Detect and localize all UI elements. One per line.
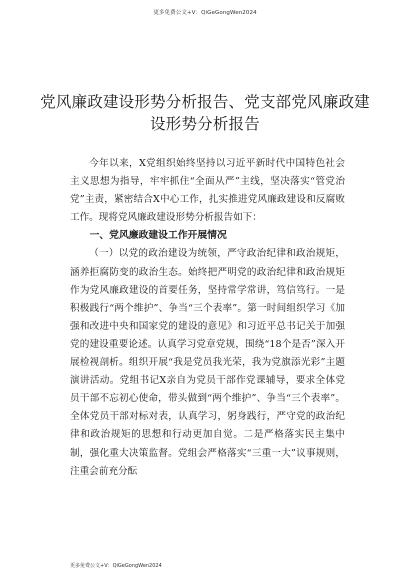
section-heading: 一、党风廉政建设工作开展情况 <box>89 230 227 242</box>
footer-watermark-note: 更多免费公文+V：QiGeGongWen2024 <box>70 563 162 569</box>
intro-paragraph: 今年以来，X党组织始终坚持以习近平新时代中国特色社会主义思想为指导，牢牢抓住“全面从严”主线，坚决落实“管党治党”主责，紧密结合X中心工作，扎实推进党风廉政建设和反腐败工作。现将党风廉政建设形势分析报告如下： <box>70 158 345 224</box>
document-title: 党风廉政建设形势分析报告、党支部党风廉政建设形势分析报告 <box>40 93 370 133</box>
body-paragraph: （一）以党的政治建设为统领，严守政治纪律和政治规矩，涵养拒腐防变的政治生态。始终把严明党的政治纪律和政治规矩作为党风廉政建设的首要任务，坚持常学常讲，笃信笃行。一是积极践行“两个维护”、争当“三个表率”。第一时间组织学习《加强和改进中央和国家党的建设的意见》和习近平总书记关于加强党的建设重要论述。认真学习党章党规，围绕“18个是否”深入开展检视剖析。组织开展“我是党员我光荣，我为党旗添光彩”主题演讲活动。党组书记X亲自为党员干部作党课辅导，要求全体党员干部不忘初心使命，带头做到“两个维护”、争当“三个表率”。全体党员干部对标对表，认真学习，躬身践行，严守党的政治纪律和政治规矩的思想和行动更加自觉。二是严格落实民主集中制，强化重大决策监督。党组会严格落实“三重一大”议事规则，注重会前充分酝 <box>70 248 345 477</box>
document-body <box>70 155 345 481</box>
header-watermark-note: 更多免费公文+V：QiGeGongWen2024 <box>153 10 257 16</box>
